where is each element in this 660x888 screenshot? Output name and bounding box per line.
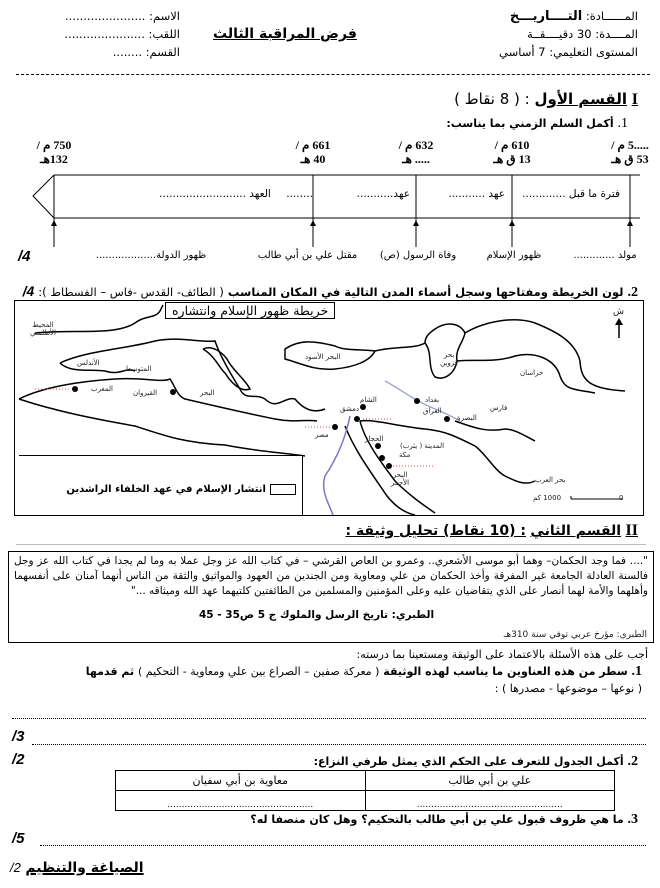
map-label-caspian: بحر قزوين xyxy=(440,351,458,367)
map-north-label: ش xyxy=(613,307,624,317)
name-field[interactable] xyxy=(65,8,180,24)
s2-q1-options: ( معركة صفين – الصراع بين علي ومعاوية - التحكيم ) xyxy=(137,665,380,678)
s2-q2-score: /2 xyxy=(12,751,25,768)
s2-q1-score: /3 xyxy=(12,728,25,745)
s2-q2-text: أكمل الجدول للتعرف على الحكم الذي يمثل طرفي النزاع: xyxy=(313,755,624,768)
surname-field[interactable] xyxy=(64,26,180,42)
s2-q1-answer-line-1[interactable] xyxy=(12,718,646,719)
s1-q2-number: 2. xyxy=(627,285,638,300)
s2-q1-sub: ( نوعها – موضوعها - مصدرها ) : xyxy=(494,682,642,695)
timeline-period[interactable]: ........ xyxy=(286,188,313,200)
timeline-event: ظهور الإسلام xyxy=(486,250,542,261)
class-field[interactable] xyxy=(113,44,180,60)
map-label-black-sea: البحر الأسود xyxy=(305,353,341,361)
s2-q1-text: سطر من هذه العناوين ما يناسب لهذه الوثيقة xyxy=(383,665,628,678)
timeline-date xyxy=(600,138,660,166)
parties-table xyxy=(115,770,615,811)
document-footnote: الطبري: مؤرخ عربي توفي سنة 310هـ xyxy=(503,630,647,640)
level-value: 7 أساسي xyxy=(499,45,546,59)
level-label: المستوى التعليمي: xyxy=(549,45,638,59)
legend-item xyxy=(66,484,296,495)
header-separator xyxy=(16,74,650,75)
map-label-fars: فارس xyxy=(490,404,508,412)
header-ali: علي بن أبي طالب xyxy=(365,771,615,791)
s2-q1-prompt xyxy=(86,664,642,680)
document-text: ".... فما وجد الحكمان– وهما أبو موسى الأشعري.. وعمرو بن العاص القرشي – في كتاب الله عز وجل عملا به وما لم يجدا في كتاب الله عز وجل فالسنة العادلة الجامعة غير المفرقة وأخذ الحكمان من علي ومعاوية ومن الجندين من العهود والمواثيق والثقة من الناس أنهما آمنان على أنفسهما وأهلهما والأمة لهما أنصار على الذي يتقاضيان عليه وعلى المؤمنين والمسلمين من الطائفتين كلتيهما عهد الله وميثاقه ..." xyxy=(14,555,648,597)
map-label-maghreb: المغرب xyxy=(91,385,113,393)
map-frame xyxy=(14,300,644,516)
timeline-period[interactable]: عهد ........... xyxy=(448,188,505,200)
map-city-dot xyxy=(379,455,385,461)
map-city-dot xyxy=(444,416,450,422)
legend-text: انتشار الإسلام في عهد الخلفاء الراشدين xyxy=(66,484,266,495)
section2-heading xyxy=(345,522,638,540)
map-label-andalus: الأندلس xyxy=(77,359,100,367)
s2-q3-prompt xyxy=(250,812,638,828)
level-line xyxy=(499,44,638,60)
footer-formatting xyxy=(10,860,144,876)
answer-ali[interactable]: ................................................... xyxy=(365,791,615,811)
s1-q1-score: /4 xyxy=(18,248,31,265)
timeline-date-hijri[interactable]: 53 ق هـ xyxy=(611,152,649,166)
duration-label: المــــدة: xyxy=(595,27,638,41)
section2-roman: II xyxy=(625,522,638,539)
s1-q2-prompt xyxy=(23,283,638,301)
s2-q3-number: 3. xyxy=(627,812,638,827)
map-label-sham: الشام xyxy=(360,396,377,404)
timeline-date xyxy=(24,138,84,166)
timeline-date-hijri: 40 هـ xyxy=(300,152,326,166)
section1-points: : ( 8 نقاط ) xyxy=(454,90,530,108)
map-city-dot xyxy=(170,389,176,395)
footer-score: 2/ xyxy=(10,860,21,875)
map-label-mediterranean: المتوسط xyxy=(125,365,152,373)
timeline-bar xyxy=(0,170,660,250)
s2-q3-score: /5 xyxy=(12,830,25,847)
timeline-arrow-icon xyxy=(310,220,316,226)
map-italy xyxy=(203,348,250,390)
timeline-period[interactable]: عهد........... xyxy=(356,188,410,200)
map-label-red-sea: البحر الأحمر xyxy=(390,471,410,487)
timeline-date-gregorian: 610 م / xyxy=(494,138,530,152)
timeline-date xyxy=(283,138,343,166)
duration-value: 30 دقيــــقــة xyxy=(526,27,592,41)
name-label: الاسم: xyxy=(149,9,180,23)
surname-dots: ...................... xyxy=(64,27,145,41)
instructions: أجب على هذه الأسئلة بالاعتماد على الوثيقة ومستعينا بما درسته: xyxy=(356,648,648,661)
timeline-date xyxy=(386,138,446,166)
timeline-date-gregorian: 661 م / xyxy=(295,138,331,152)
timeline-date-hijri: 13 ق هـ xyxy=(493,152,531,166)
map-label-atlantic: المحيط الأطلسي xyxy=(30,321,56,337)
header-muawiya: معاوية بن أبي سفيان xyxy=(116,771,366,791)
answer-muawiya[interactable]: ................................................... xyxy=(116,791,366,811)
map-label-basra: البصرة xyxy=(457,414,477,422)
s2-q1-text-end: ثم قدمها xyxy=(85,665,135,678)
timeline-arrow-icon xyxy=(51,220,57,226)
map-persian-gulf xyxy=(455,421,535,441)
timeline-date-gregorian: .....5 م / xyxy=(611,138,649,152)
timeline-arrow-icon xyxy=(627,220,633,226)
map-scale-zero: 0 xyxy=(619,494,624,502)
s1-q2-score: 4/ xyxy=(22,283,35,299)
map-label-hijaz: الحجاز xyxy=(365,435,384,443)
s1-q1-number: 1. xyxy=(617,116,628,131)
map-label-baghdad: بغداد xyxy=(425,396,440,404)
section1-roman: I xyxy=(631,91,638,108)
timeline-event[interactable]: مولد ............. xyxy=(573,250,637,261)
map-city-dot xyxy=(332,424,338,430)
s2-q2-prompt xyxy=(314,754,638,770)
map-label-egypt: مصر xyxy=(315,431,329,439)
footer-label: الصياغة والتنظيم xyxy=(25,860,144,876)
section1-heading xyxy=(454,90,638,109)
s2-q3-answer-line[interactable] xyxy=(40,845,646,846)
map-africa-coast xyxy=(19,379,317,421)
timeline-event[interactable]: ظهور الدولة................... xyxy=(95,250,207,261)
timeline-event: مقتل علي بن أبي طالب xyxy=(257,250,358,261)
map-label-kairouan: القيروان xyxy=(133,389,158,397)
map-sahara-boundary xyxy=(19,399,305,456)
map-label-arabian-sea: بحر العرب xyxy=(535,476,566,484)
map-city-dot xyxy=(354,416,360,422)
map-city-dot xyxy=(360,404,366,410)
timeline-date-gregorian: 750 م / xyxy=(36,138,72,152)
timeline-date-hijri[interactable]: ..... هـ xyxy=(402,152,430,166)
timeline-event: وفاة الرسول (ص) xyxy=(379,250,457,261)
map-label-iraq: العراق xyxy=(423,407,442,415)
section2-title: القسم الثاني xyxy=(530,523,622,539)
s1-q2-text: لون الخريطة ومفتاحها وسجل أسماء المدن التالية في المكان المناسب xyxy=(227,285,624,299)
map-label-medina: المدينة ( يثرب) xyxy=(400,442,445,450)
s2-q2-number: 2. xyxy=(627,754,638,769)
timeline-arrow-icon xyxy=(509,220,515,226)
s1-q1-text: أكمل السلم الزمني بما يناسب: xyxy=(446,117,614,130)
section2-points: : (10 نقاط) تحليل وثيقة : xyxy=(345,523,526,539)
map-label-mecca: مكة xyxy=(399,451,411,459)
name-dots: ...................... xyxy=(65,9,146,23)
duration-line xyxy=(527,26,638,42)
map-scale-label: 1000 كم xyxy=(533,494,562,502)
section1-title: القسم الأول xyxy=(534,90,627,108)
subject-line xyxy=(510,8,638,25)
s1-q1-prompt xyxy=(446,116,628,132)
subject-value: التــــاريـــخ xyxy=(509,9,583,24)
parties-header-row xyxy=(116,771,615,791)
document-box xyxy=(8,551,654,643)
map-city-dot xyxy=(414,398,420,404)
timeline-period[interactable]: العهد .......................... xyxy=(159,188,271,200)
map-label-khorasan: خراسان xyxy=(520,369,544,377)
timeline-date-gregorian: 632 م / xyxy=(398,138,434,152)
surname-label: اللقب: xyxy=(148,27,180,41)
timeline-date-hijri: 132هـ xyxy=(40,152,68,166)
parties-answer-row xyxy=(116,791,615,811)
map-city-dot xyxy=(72,386,78,392)
map-label-damascus: دمشق xyxy=(340,405,359,413)
s2-q1-answer-line-2[interactable] xyxy=(32,744,646,745)
page-title: فرض المراقبة الثالث xyxy=(213,26,357,42)
map-city-dot xyxy=(386,463,392,469)
map-label-sea: البحر xyxy=(200,389,215,397)
map-euphrates-river xyxy=(385,381,460,421)
document-source: الطبري: تاريخ الرسل والملوك ج 5 ص35 - 45 xyxy=(199,609,435,621)
subject-label: المــــــادة: xyxy=(585,9,638,23)
timeline-period[interactable]: فترة ما قبل ............. xyxy=(522,188,620,200)
timeline-date xyxy=(482,138,542,166)
s1-q2-cities: ( الطائف- القدس -فاس – الفسطاط ): xyxy=(38,285,224,299)
section2-separator xyxy=(16,544,646,545)
map-legend xyxy=(19,455,303,515)
s2-q1-number: 1. xyxy=(631,664,642,679)
class-dots: ........ xyxy=(112,45,143,59)
timeline-arrow-icon xyxy=(413,220,419,226)
class-label: القسم: xyxy=(145,45,180,59)
map-title: خريطة ظهور الإسلام وانتشاره xyxy=(165,302,335,319)
map-city-dot xyxy=(375,443,381,449)
s2-q3-text: ما هي ظروف قبول علي بن أبي طالب بالتحكيم؟ وهل كان منصفا له؟ xyxy=(250,813,624,826)
legend-swatch[interactable] xyxy=(270,484,296,495)
